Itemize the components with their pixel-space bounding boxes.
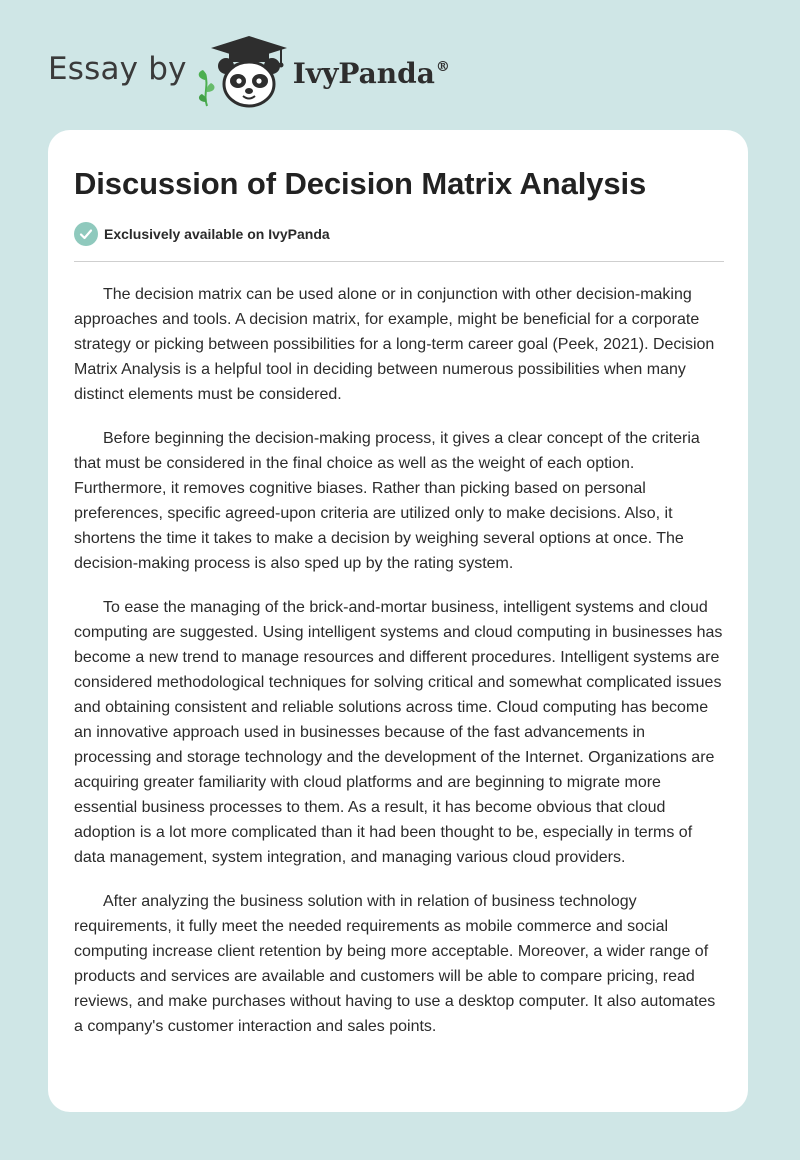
essay-by-label: Essay by [48, 51, 187, 87]
exclusive-badge [74, 222, 330, 246]
brand-name[interactable] [293, 57, 450, 90]
page-title: Discussion of Decision Matrix Analysis [74, 166, 647, 201]
paragraph: To ease the managing of the brick-and-mortar business, intelligent systems and cloud computing are suggested. Using intelligent systems and cloud computing in businesses has become a new trend to manage resources and different procedures. Intelligent systems are considered methodological techniques for solving critical and somewhat complicated issues and obtaining consistent and reliable solutions across time. Cloud computing has become an innovative approach used in businesses because of the fast advancements in processing and storage technology and the development of the Internet. Organizations are acquiring greater familiarity with cloud platforms and are beginning to migrate more essential business processes to them. As a result, it has become obvious that cloud adoption is a lot more complicated than it had been thought to be, especially in terms of data management, system integration, and managing various cloud providers. [74, 599, 723, 866]
check-icon [74, 222, 98, 246]
paragraph: The decision matrix can be used alone or in conjunction with other decision-making approaches and tools. A decision matrix, for example, might be beneficial for a corporate strategy or picking between possibilities for a long-term career goal (Peek, 2021). Decision Matrix Analysis is a helpful tool in deciding between numerous possibilities when many distinct elements must be considered. [74, 286, 715, 403]
title-divider [74, 261, 724, 262]
site-header [48, 34, 548, 110]
brand-name-text: IvyPanda [292, 56, 435, 90]
essay-card [48, 130, 748, 1112]
essay-body [74, 282, 724, 1058]
badge-label: Exclusively available on IvyPanda [104, 226, 330, 242]
panda-logo-icon[interactable] [195, 34, 291, 110]
paragraph: Before beginning the decision-making process, it gives a clear concept of the criteria that must be considered in the final choice as well as the weight of each option. Furthermore, it removes cognitive biases. Rather than picking based on personal preferences, specific agreed-upon criteria are utilized only to make decisions. Also, it shortens the time it takes to make a decision by weighing several options at once. The decision-making process is also sped up by the rating system. [74, 430, 700, 572]
paragraph: After analyzing the business solution with in relation of business technology requirements, it fully meet the needed requirements as mobile commerce and social computing increase client retention by being more acceptable. Moreover, a wider range of products and services are available and customers will be able to compare pricing, read reviews, and make purchases without having to use a desktop computer. It also automates a company's customer interaction and sales points. [74, 893, 716, 1035]
registered-mark: ® [435, 58, 450, 75]
